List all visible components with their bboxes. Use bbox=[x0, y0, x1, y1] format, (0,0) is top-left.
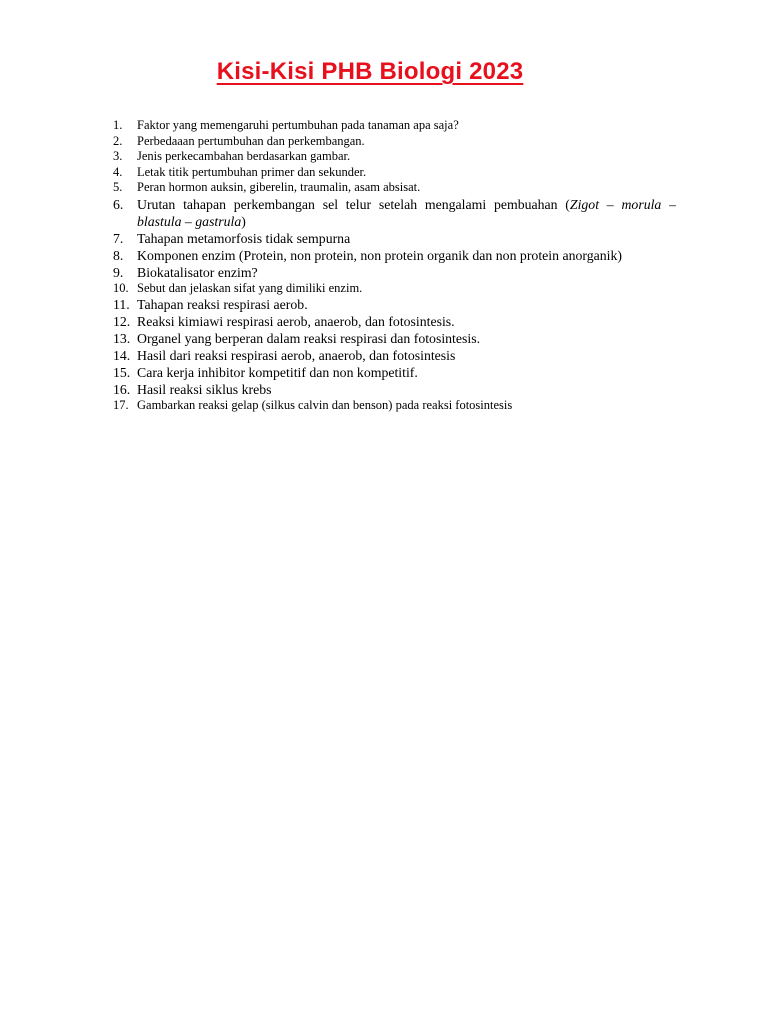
list-item bbox=[113, 347, 676, 364]
stage-term-gastrula: gastrula bbox=[195, 213, 242, 229]
list-item bbox=[113, 281, 676, 297]
item-text: Tahapan reaksi respirasi aerob. bbox=[137, 297, 308, 312]
stage-term-zigot: Zigot bbox=[569, 196, 600, 212]
item-number: 17. bbox=[113, 398, 129, 412]
item-number: 15. bbox=[113, 365, 131, 380]
question-list bbox=[113, 116, 676, 414]
item-number: 10. bbox=[113, 280, 129, 295]
list-item bbox=[113, 116, 676, 134]
item-text: Hasil dari reaksi respirasi aerob, anaerob, dan fotosintesis bbox=[137, 348, 456, 363]
item-text: Reaksi kimiawi respirasi aerob, anaerob, dan fotosintesis. bbox=[137, 314, 455, 329]
item-number: 16. bbox=[113, 382, 131, 397]
stage-term-morula: morula bbox=[621, 196, 662, 212]
item-text: Perbedaaan pertumbuhan dan perkembangan. bbox=[137, 133, 365, 148]
item-text: Hasil reaksi siklus krebs bbox=[137, 382, 272, 397]
item-separator: – bbox=[599, 196, 622, 212]
item-text: Cara kerja inhibitor kompetitif dan non kompetitif. bbox=[137, 365, 418, 380]
item-number: 5. bbox=[113, 180, 123, 194]
item-number: 13. bbox=[113, 331, 131, 346]
stage-term-blastula: blastula bbox=[137, 213, 182, 229]
item-number: 8. bbox=[113, 247, 124, 263]
list-item bbox=[113, 296, 676, 313]
list-item bbox=[113, 247, 676, 264]
list-item bbox=[113, 264, 676, 281]
item-number: 6. bbox=[113, 196, 124, 212]
item-text: Gambarkan reaksi gelap (silkus calvin dan benson) pada reaksi fotosintesis bbox=[137, 398, 513, 412]
list-item bbox=[113, 149, 676, 165]
list-item bbox=[113, 398, 676, 414]
item-text: Sebut dan jelaskan sifat yang dimiliki enzim. bbox=[137, 280, 363, 295]
list-item bbox=[113, 364, 676, 381]
item-text-part: ) bbox=[241, 213, 246, 229]
item-separator: – bbox=[661, 196, 677, 212]
item-text: Faktor yang memengaruhi pertumbuhan pada tanaman apa saja? bbox=[137, 118, 459, 132]
list-item bbox=[113, 381, 676, 398]
item-text: Letak titik pertumbuhan primer dan sekunder. bbox=[137, 164, 367, 179]
item-text: Tahapan metamorfosis tidak sempurna bbox=[137, 230, 351, 246]
item-number: 4. bbox=[113, 164, 123, 179]
list-item bbox=[113, 196, 676, 230]
item-text: Biokatalisator enzim? bbox=[137, 264, 258, 280]
item-number: 3. bbox=[113, 149, 123, 163]
item-number: 2. bbox=[113, 133, 123, 148]
item-text: Jenis perkecambahan berdasarkan gambar. bbox=[137, 149, 351, 163]
item-number: 1. bbox=[113, 118, 123, 132]
item-text: Komponen enzim (Protein, non protein, non protein organik dan non protein anorganik) bbox=[137, 247, 622, 263]
item-number: 7. bbox=[113, 230, 124, 246]
item-number: 9. bbox=[113, 264, 124, 280]
list-item bbox=[113, 313, 676, 330]
item-separator: – bbox=[181, 213, 196, 229]
list-item bbox=[113, 230, 676, 247]
list-item bbox=[113, 180, 676, 196]
item-text-part: Urutan tahapan perkembangan sel telur setelah mengalami pembuahan ( bbox=[137, 196, 570, 212]
item-text bbox=[137, 196, 676, 230]
item-text: Peran hormon auksin, giberelin, traumalin, asam absisat. bbox=[137, 180, 421, 194]
item-number: 11. bbox=[113, 297, 130, 312]
item-number: 12. bbox=[113, 314, 131, 329]
list-item bbox=[113, 330, 676, 347]
item-text: Organel yang berperan dalam reaksi respirasi dan fotosintesis. bbox=[137, 331, 481, 346]
list-item bbox=[113, 165, 676, 181]
item-number: 14. bbox=[113, 348, 131, 363]
list-item bbox=[113, 134, 676, 150]
document-title: Kisi-Kisi PHB Biologi 2023 bbox=[216, 58, 524, 85]
